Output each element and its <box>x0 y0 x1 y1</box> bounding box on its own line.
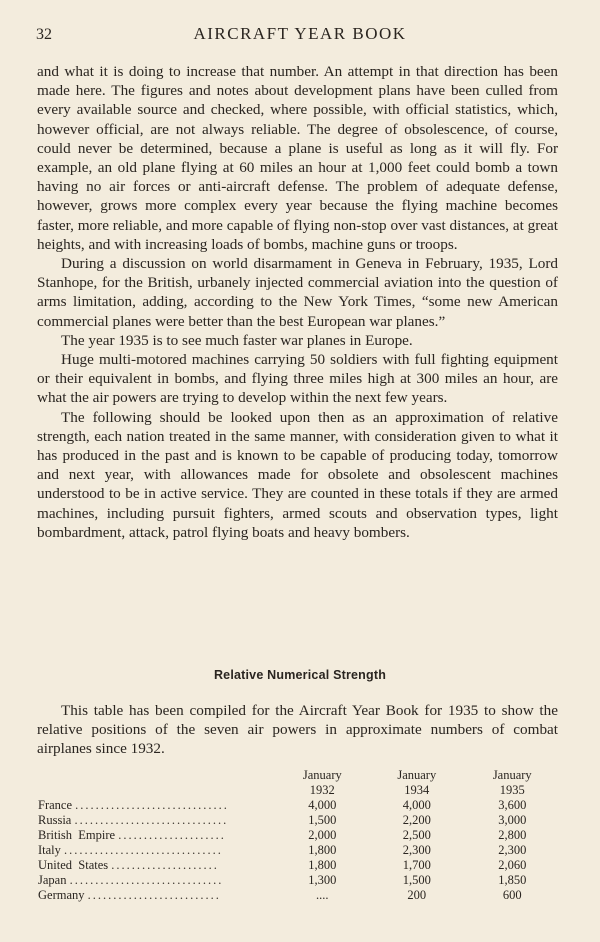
paragraph: During a discussion on world disarmament in Geneva in February, 1935, Lord Stanhope, for the British, urbanely injected commercial aviation into the question of arms limitation, adding, according to the New York Times, “some new American commercial planes were better than the best European war planes.” <box>37 255 558 330</box>
section-title: Relative Numerical Strength <box>213 668 387 682</box>
table-cell: 2,300 <box>498 843 527 857</box>
table-cell: 1,800 <box>308 843 337 857</box>
table-cell: 2,000 <box>308 828 337 842</box>
body-text <box>37 62 558 542</box>
table-intro <box>37 701 558 759</box>
intro-paragraph: This table has been compiled for the Aircraft Year Book for 1935 to show the relative positions of the seven air powers in approximate numbers of combat airplanes since 1932. <box>37 702 558 758</box>
country-name: Italy <box>38 843 61 857</box>
column-month: January <box>397 768 437 782</box>
table-cell: 2,800 <box>498 828 527 842</box>
page-header <box>36 24 564 46</box>
column-header <box>276 768 369 798</box>
country-name: France <box>38 798 73 812</box>
leader-dots: ............................... <box>64 843 223 857</box>
table-cell: 3,000 <box>498 813 527 827</box>
paragraph: Huge multi-motored machines carrying 50 soldiers with full fighting equipment or their equivalent in bombs, and flying three miles high at 300 miles an hour, are what the air powers are trying to develop within the next few years. <box>37 351 558 407</box>
table-row <box>38 828 560 843</box>
column-month: January <box>302 768 342 782</box>
table-cell: 3,600 <box>498 798 527 812</box>
paragraph: The year 1935 is to see much faster war planes in Europe. <box>61 331 413 349</box>
column-header <box>369 768 464 798</box>
table-cell: 1,850 <box>498 873 527 887</box>
table-cell: 1,800 <box>308 858 337 872</box>
table-cell: 200 <box>407 888 427 902</box>
table-cell: 2,500 <box>402 828 431 842</box>
table-cell: 2,300 <box>402 843 431 857</box>
country-name: United States <box>38 858 109 872</box>
table-cell: 2,060 <box>498 858 527 872</box>
table-row <box>38 873 560 888</box>
table-cell: 600 <box>502 888 522 902</box>
table-row <box>38 843 560 858</box>
paragraph: The following should be looked upon then as an approximation of relative strength, each nation treated in the same manner, with consideration given to what it has produced in the past and is known to be capable of producing today, tomorrow and next year, with allowances made for obsolete and obsolescent machines understood to be in active service. They are counted in these totals if they are armed machines, including pursuit fighters, armed scouts and observation types, light bombardment, attack, patrol flying boats and heavy bombers. <box>37 408 558 541</box>
leader-dots: ..................... <box>118 828 226 842</box>
table-row <box>38 813 560 828</box>
table-cell: 1,500 <box>402 873 431 887</box>
table-cell: 1,500 <box>308 813 337 827</box>
table-row <box>38 888 560 903</box>
column-year: 1934 <box>404 783 430 797</box>
table-header-row <box>38 768 560 798</box>
column-year: 1935 <box>499 783 525 797</box>
table-cell: 4,000 <box>402 798 431 812</box>
country-header <box>38 768 276 798</box>
country-name: Japan <box>38 873 67 887</box>
leader-dots: ..................... <box>111 858 219 872</box>
country-name: Russia <box>38 813 72 827</box>
leader-dots: .......................... <box>87 888 221 902</box>
table-cell: 2,200 <box>402 813 431 827</box>
country-name: British Empire <box>38 828 116 842</box>
page-number: 32 <box>36 26 52 43</box>
column-year: 1932 <box>309 783 335 797</box>
table-cell: 1,700 <box>402 858 431 872</box>
leader-dots: .............................. <box>69 873 224 887</box>
table-cell: 1,300 <box>308 873 337 887</box>
running-head: AIRCRAFT YEAR BOOK <box>193 24 407 43</box>
table-row <box>38 858 560 873</box>
leader-dots: .............................. <box>75 798 229 812</box>
table-cell: .... <box>316 888 329 902</box>
column-month: January <box>492 768 532 782</box>
strength-table <box>38 768 560 903</box>
table-cell: 4,000 <box>308 798 337 812</box>
column-header <box>465 768 560 798</box>
table-row <box>38 798 560 813</box>
paragraph: and what it is doing to increase that number. An attempt in that direction has been made here. The figures and notes about development plans have been culled from every available source and checked, where possible, with official statistics, which, however official, are not always reliable. The degree of obsolescence, of course, could never be determined, because a plane is useful as long as it will fly. For example, an old plane flying at 60 miles an hour at 1,000 feet could bomb a town having no air forces or anti-aircraft defense. The problem of adequate defense, however, grows more complex every year because the flying machine becomes faster, more reliable, and more capable of flying non-stop over vast distances, at great heights, and with increasing loads of bombs, machine guns or troops. <box>37 63 558 253</box>
leader-dots: .............................. <box>74 813 229 827</box>
country-name: Germany <box>38 888 85 902</box>
